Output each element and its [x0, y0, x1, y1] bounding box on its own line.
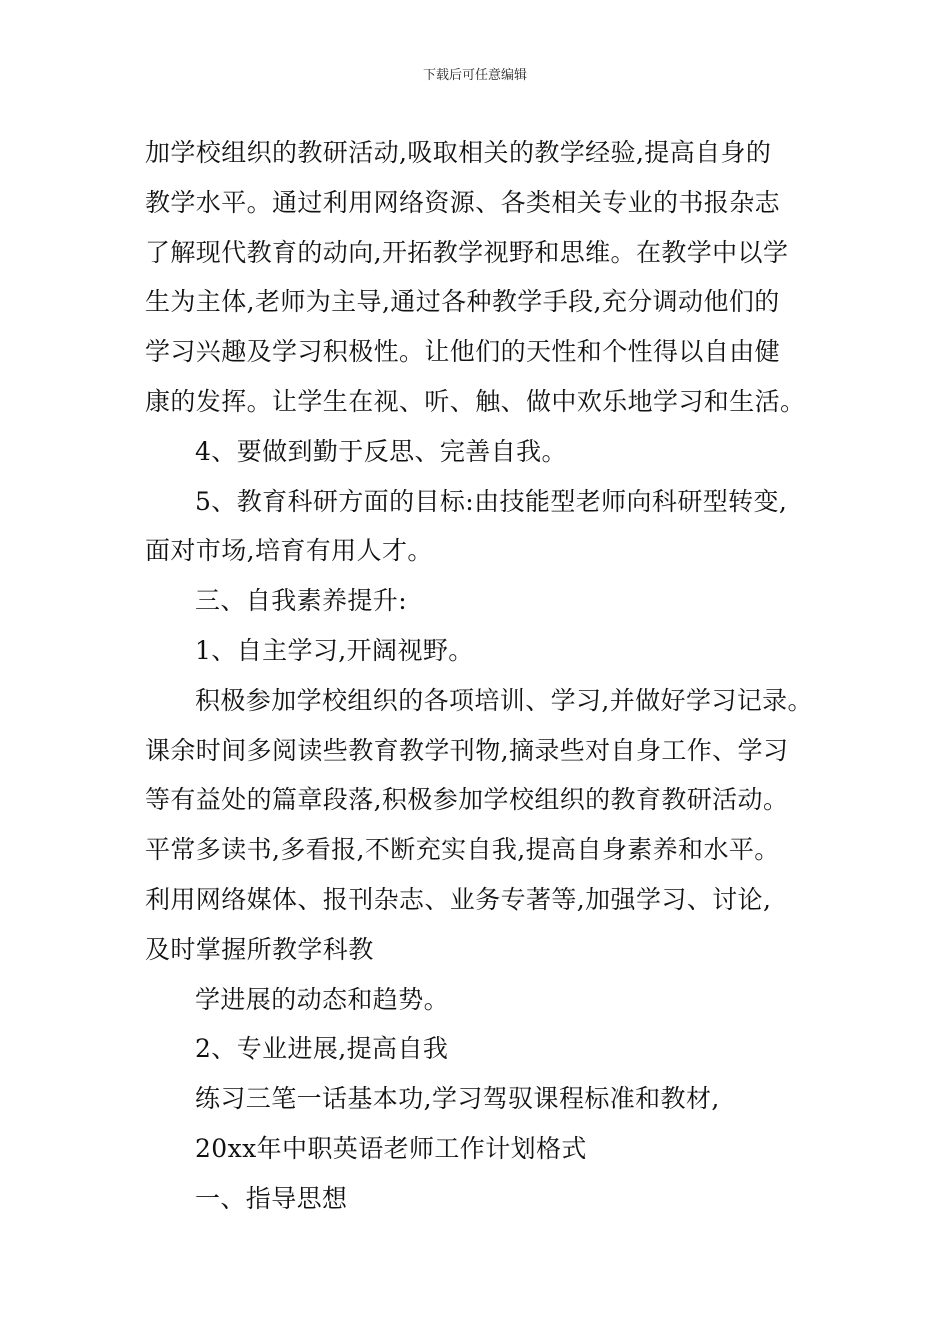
document-title: 20xx年中职英语老师工作计划格式	[195, 1133, 587, 1163]
text-line: 利用网络媒体、报刊杂志、业务专著等,加强学习、讨论,	[145, 884, 772, 914]
text-line: 学进展的动态和趋势。	[195, 984, 450, 1014]
section-heading: 一、指导思想	[195, 1183, 348, 1213]
text-line: 积极参加学校组织的各项培训、学习,并做好学习记录。	[195, 685, 813, 715]
text-line: 课余时间多阅读些教育教学刊物,摘录些对自身工作、学习	[145, 735, 789, 765]
text-line: 面对市场,培育有用人才。	[145, 536, 433, 566]
text-line: 4、要做到勤于反思、完善自我。	[195, 436, 567, 466]
text-line: 5、教育科研方面的目标:由技能型老师向科研型转变,	[195, 486, 788, 516]
text-line: 加学校组织的教研活动,吸取相关的教学经验,提高自身的	[145, 138, 772, 167]
subsection-heading: 2、专业进展,提高自我	[195, 1034, 449, 1064]
text-line: 康的发挥。让学生在视、听、触、做中欢乐地学习和生活。	[145, 386, 806, 416]
section-heading: 三、自我素养提升:	[195, 586, 408, 616]
subsection-heading: 1、自主学习,开阔视野。	[195, 635, 474, 665]
text-line: 练习三笔一话基本功,学习驾驭课程标准和教材,	[195, 1084, 720, 1114]
page-header: 下载后可任意编辑	[422, 68, 527, 83]
text-line: 了解现代教育的动向,开拓教学视野和思维。在教学中以学	[145, 237, 789, 267]
text-line: 学习兴趣及学习积极性。让他们的天性和个性得以自由健	[145, 337, 781, 367]
text-line: 平常多读书,多看报,不断充实自我,提高自身素养和水平。	[145, 835, 780, 865]
text-line: 及时掌握所教学科教	[145, 934, 374, 964]
text-line: 生为主体,老师为主导,通过各种教学手段,充分调动他们的	[145, 287, 780, 317]
document-body	[145, 128, 825, 1224]
text-line: 教学水平。通过利用网络资源、各类相关专业的书报杂志	[145, 187, 781, 217]
text-line: 等有益处的篇章段落,积极参加学校组织的教育教研活动。	[145, 785, 789, 815]
